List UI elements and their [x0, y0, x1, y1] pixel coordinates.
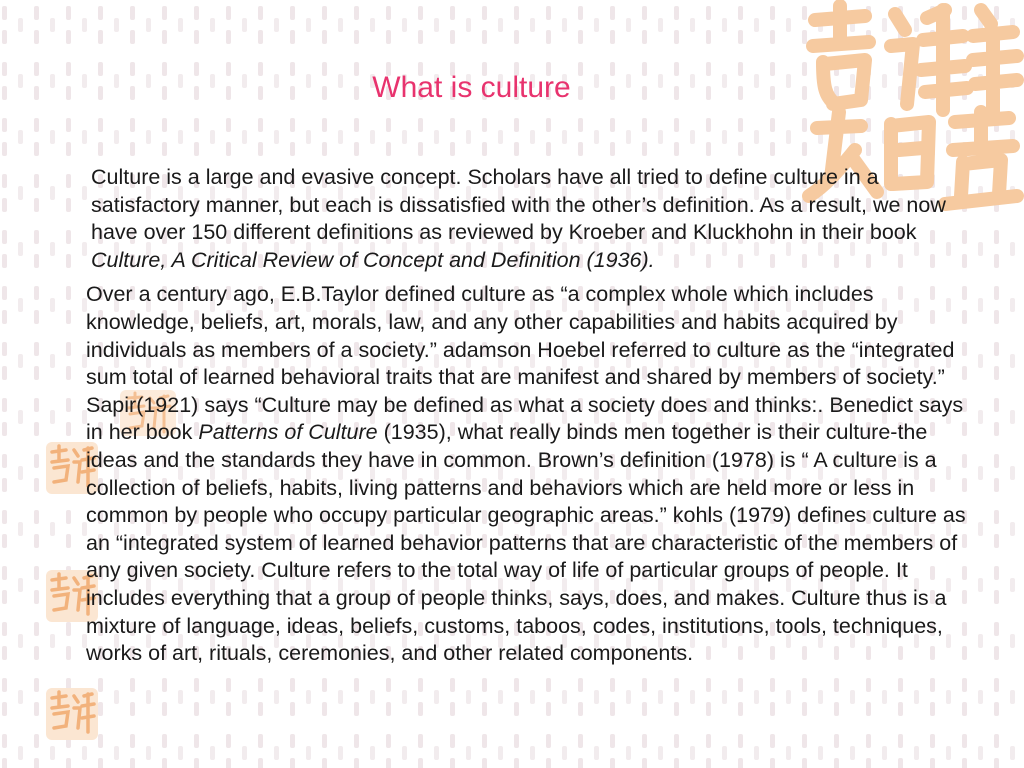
book-title-culture-critical-review: Culture, A Critical Review of Concept and Definition (1936). [91, 247, 655, 272]
paragraph-2-text-b: (1935), what really binds men together is their culture-the ideas and the standards they have in common. Brown’s definition (1978) is “ A culture is a collection of beliefs, habits, living patterns and behaviors which are held more or less in common by people who occupy particular geographic areas.” kohls (1979) defines culture as an “integrated system of learned behavior patterns that are characteristic of the members of any given society. Culture refers to the total way of life of particular groups of people. It includes everything that a group of people thinks, says, does, and makes. Culture thus is a mixture of language, ideas, beliefs, customs, taboos, codes, institutions, tools, techniques, works of art, rituals, ceremonies, and other related components. [86, 420, 966, 666]
paragraph-2 [86, 281, 976, 667]
small-seal-icon [44, 686, 100, 742]
paragraph-1 [86, 164, 976, 274]
paragraph-1-text: Culture is a large and evasive concept. Scholars have all tried to define culture in a satisfactory manner, but each is dissatisfied with the other’s definition. As a result, we now have over 150 different definitions as reviewed by Kroeber and Kluckhohn in their book [91, 165, 946, 245]
paragraph-2-text-a: Over a century ago, E.B.Taylor defined culture as “a complex whole which includes knowledge, beliefs, art, morals, law, and any other capabilities and habits acquired by individuals as members of a society.” adamson Hoebel referred to culture as the “integrated sum total of learned behavioral traits that are manifest and shared by members of society.” Sapir(1921) says “Culture may be defined as what a society does and thinks:. Benedict says in her book [86, 282, 964, 445]
slide-body [86, 164, 976, 668]
slide-title: What is culture [372, 71, 571, 104]
book-title-patterns-of-culture: Patterns of Culture [198, 420, 378, 445]
